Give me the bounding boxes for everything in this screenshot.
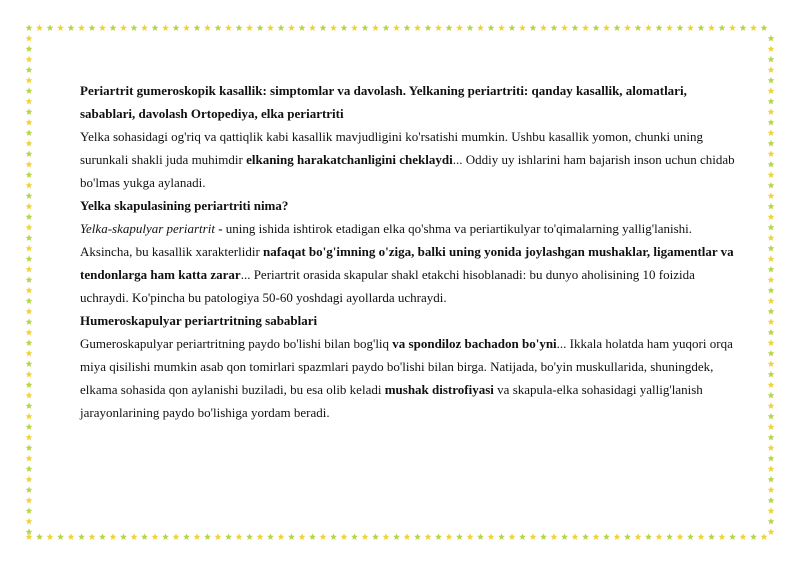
border-star (768, 129, 775, 136)
border-star (509, 533, 516, 540)
border-star (768, 339, 775, 346)
border-star (768, 465, 775, 472)
border-star (26, 371, 33, 378)
border-star (162, 24, 169, 31)
border-star (26, 108, 33, 115)
border-star (687, 24, 694, 31)
border-star (768, 402, 775, 409)
border-star (26, 339, 33, 346)
border-star (89, 533, 96, 540)
border-star (288, 24, 295, 31)
paragraph-2 (80, 217, 740, 309)
border-star (768, 98, 775, 105)
border-star (530, 533, 537, 540)
border-star (768, 444, 775, 451)
border-star (68, 24, 75, 31)
heading-causes: Humeroskapulyar periartritning sabablari (80, 313, 318, 328)
border-star (26, 423, 33, 430)
border-star (740, 24, 747, 31)
border-star (768, 381, 775, 388)
text-run: mushak distrofiyasi (384, 382, 494, 397)
border-star (236, 533, 243, 540)
border-star (341, 24, 348, 31)
border-star (26, 381, 33, 388)
border-star (152, 533, 159, 540)
border-star (330, 533, 337, 540)
border-star (26, 203, 33, 210)
border-star (267, 24, 274, 31)
border-star (246, 24, 253, 31)
border-star (372, 24, 379, 31)
border-star (26, 45, 33, 52)
border-star (278, 533, 285, 540)
border-star (768, 360, 775, 367)
border-star (26, 161, 33, 168)
document-body (80, 79, 740, 424)
border-star (257, 533, 264, 540)
border-star (26, 266, 33, 273)
border-star (26, 465, 33, 472)
border-star (26, 350, 33, 357)
border-star (372, 533, 379, 540)
border-star (26, 287, 33, 294)
border-star (36, 533, 43, 540)
border-star (110, 533, 117, 540)
border-star (456, 24, 463, 31)
text-run: nafaqat bo'g'imning o'ziga, balki uning yonida joylashgan mushaklar, ligamentlar va tendonlarga ham katta zarar (80, 244, 734, 282)
border-star (750, 24, 757, 31)
border-star (768, 87, 775, 94)
border-star (26, 276, 33, 283)
border-star (26, 533, 33, 540)
border-star (768, 234, 775, 241)
border-star (768, 297, 775, 304)
border-star (393, 533, 400, 540)
border-star (540, 24, 547, 31)
border-star (26, 119, 33, 126)
border-star (768, 486, 775, 493)
border-star (488, 24, 495, 31)
border-star (435, 533, 442, 540)
border-star (26, 150, 33, 157)
border-star (635, 533, 642, 540)
border-star (761, 533, 768, 540)
border-star (624, 533, 631, 540)
border-star (435, 24, 442, 31)
border-star (26, 413, 33, 420)
border-star (393, 24, 400, 31)
border-star (477, 24, 484, 31)
border-star (47, 533, 54, 540)
border-star (768, 434, 775, 441)
border-star (26, 224, 33, 231)
border-star (309, 533, 316, 540)
border-star (141, 533, 148, 540)
border-star (768, 45, 775, 52)
border-star (26, 329, 33, 336)
border-star (635, 24, 642, 31)
border-star (719, 24, 726, 31)
border-star (26, 444, 33, 451)
border-star (309, 24, 316, 31)
border-star (768, 203, 775, 210)
border-star (26, 434, 33, 441)
border-star (666, 533, 673, 540)
border-star (446, 24, 453, 31)
border-star (467, 24, 474, 31)
border-star (498, 533, 505, 540)
border-star (414, 24, 421, 31)
border-star (614, 24, 621, 31)
border-star (194, 24, 201, 31)
border-star (383, 533, 390, 540)
border-star (36, 24, 43, 31)
border-star (768, 371, 775, 378)
border-star (768, 329, 775, 336)
border-star (768, 318, 775, 325)
border-star (351, 24, 358, 31)
border-star (26, 77, 33, 84)
border-star (708, 24, 715, 31)
border-star (26, 360, 33, 367)
border-star (677, 533, 684, 540)
border-star (551, 533, 558, 540)
border-star (768, 192, 775, 199)
border-star (57, 24, 64, 31)
border-star (246, 533, 253, 540)
text-run: ... Periartrit orasida skapular shakl etakchi hisoblanadi: bu dunyo aholisining 10 foizida uchraydi. Ko'pincha bu patologiya 50-60 yoshdagi ayollarda uchraydi. (80, 267, 695, 305)
text-run: elkaning harakatchanligini cheklaydi (246, 152, 453, 167)
border-star (729, 533, 736, 540)
border-star (320, 533, 327, 540)
border-star (768, 413, 775, 420)
border-star (768, 507, 775, 514)
border-star (47, 24, 54, 31)
border-star (131, 24, 138, 31)
border-star (330, 24, 337, 31)
border-star (299, 24, 306, 31)
border-star (498, 24, 505, 31)
border-star (26, 98, 33, 105)
border-star (68, 533, 75, 540)
border-star (404, 24, 411, 31)
border-star (768, 276, 775, 283)
border-star (26, 182, 33, 189)
border-star (26, 234, 33, 241)
border-star (78, 24, 85, 31)
border-star (120, 24, 127, 31)
border-star (26, 140, 33, 147)
border-star (131, 533, 138, 540)
border-star (551, 24, 558, 31)
border-star (582, 24, 589, 31)
border-star (215, 24, 222, 31)
border-star (26, 518, 33, 525)
border-star (173, 533, 180, 540)
border-star (299, 533, 306, 540)
border-star (768, 35, 775, 42)
border-star (768, 497, 775, 504)
border-star (477, 533, 484, 540)
border-star (99, 24, 106, 31)
border-star (519, 533, 526, 540)
border-star (456, 533, 463, 540)
border-star (719, 533, 726, 540)
border-star (624, 24, 631, 31)
border-star (204, 24, 211, 31)
border-star (162, 533, 169, 540)
border-star (768, 140, 775, 147)
border-star (768, 66, 775, 73)
border-star (656, 533, 663, 540)
border-star (666, 24, 673, 31)
border-star (729, 24, 736, 31)
border-star (183, 24, 190, 31)
border-star (78, 533, 85, 540)
border-star (768, 476, 775, 483)
border-star (593, 533, 600, 540)
border-star (488, 533, 495, 540)
border-star (768, 182, 775, 189)
border-star (603, 24, 610, 31)
border-star (26, 318, 33, 325)
border-star (26, 308, 33, 315)
text-run: ... Ikkala holatda ham yuqori orqa miya qisilishi mumkin asab qon tomirlari spazmlari paydo bo'lishi bilan birga. Natijada, bo'yin muskullarida, shuningdek, elkama sohasida qon aylanishi buziladi, bu esa olib keladi (80, 336, 733, 397)
border-star (267, 533, 274, 540)
border-star (768, 423, 775, 430)
border-star (530, 24, 537, 31)
border-star (26, 245, 33, 252)
border-star (236, 24, 243, 31)
border-star (320, 24, 327, 31)
border-star (351, 533, 358, 540)
border-star (110, 24, 117, 31)
border-star (509, 24, 516, 31)
border-star (768, 392, 775, 399)
border-star (89, 24, 96, 31)
border-star (614, 533, 621, 540)
border-star (645, 24, 652, 31)
border-star (593, 24, 600, 31)
border-star (341, 533, 348, 540)
border-star (215, 533, 222, 540)
border-star (278, 24, 285, 31)
border-star (26, 56, 33, 63)
border-star (194, 533, 201, 540)
border-star (768, 308, 775, 315)
border-star (768, 213, 775, 220)
border-star (26, 35, 33, 42)
border-star (26, 171, 33, 178)
border-star (750, 533, 757, 540)
text-run: va spondiloz bachadon bo'yni (392, 336, 557, 351)
border-star (768, 255, 775, 262)
border-star (57, 533, 64, 540)
text-run: va skapula-elka sohasidagi yallig'lanish jarayonlarining paydo bo'lishiga yordam beradi. (80, 382, 703, 420)
border-star (404, 533, 411, 540)
border-star (768, 161, 775, 168)
border-star (768, 224, 775, 231)
border-star (26, 192, 33, 199)
border-star (582, 533, 589, 540)
border-star (656, 24, 663, 31)
border-star (26, 213, 33, 220)
border-star (768, 350, 775, 357)
text-run: ... Oddiy uy ishlarini ham bajarish inson uchun chidab bo'lmas yukga aylanadi. (80, 152, 735, 190)
border-star (768, 171, 775, 178)
border-star (26, 402, 33, 409)
border-star (173, 24, 180, 31)
border-star (446, 533, 453, 540)
border-star (26, 455, 33, 462)
border-star (99, 533, 106, 540)
border-star (768, 119, 775, 126)
border-star (414, 533, 421, 540)
border-star (26, 87, 33, 94)
border-star (183, 533, 190, 540)
border-star (26, 24, 33, 31)
border-star (362, 533, 369, 540)
border-star (761, 24, 768, 31)
border-star (572, 24, 579, 31)
border-star (362, 24, 369, 31)
border-star (519, 24, 526, 31)
heading-what-is: Yelka skapulasining periartriti nima? (80, 198, 289, 213)
border-star (768, 266, 775, 273)
border-star (26, 486, 33, 493)
border-star (425, 533, 432, 540)
border-star (467, 533, 474, 540)
border-star (26, 392, 33, 399)
border-star (26, 497, 33, 504)
text-run: Yelka sohasidagi og'riq va qattiqlik kabi kasallik mavjudligini ko'rsatishi mumkin. Ushbu kasallik yomon, chunki uning surunkali shakli juda muhimdir (80, 129, 703, 167)
border-star (26, 66, 33, 73)
text-run: - (214, 221, 226, 236)
border-star (572, 533, 579, 540)
border-star (288, 533, 295, 540)
border-star (677, 24, 684, 31)
border-star (225, 533, 232, 540)
border-star (645, 533, 652, 540)
border-star (26, 297, 33, 304)
paragraph-3 (80, 332, 740, 424)
border-star (120, 533, 127, 540)
border-star (26, 507, 33, 514)
border-star (768, 150, 775, 157)
border-star (152, 24, 159, 31)
border-star (708, 533, 715, 540)
border-star (768, 287, 775, 294)
border-star (768, 518, 775, 525)
border-star (687, 533, 694, 540)
border-star (768, 455, 775, 462)
border-star (141, 24, 148, 31)
border-star (698, 533, 705, 540)
border-star (383, 24, 390, 31)
document-title: Periartrit gumeroskopik kasallik: simptomlar va davolash. Yelkaning periartriti: qanday kasallik, alomatlari, sabablari, davolash Ortopediya, elka periartriti (80, 83, 687, 121)
border-star (26, 476, 33, 483)
border-star (768, 245, 775, 252)
border-star (204, 533, 211, 540)
border-star (768, 108, 775, 115)
border-star (740, 533, 747, 540)
border-star (768, 56, 775, 63)
border-star (26, 129, 33, 136)
text-run: uning ishida ishtirok etadigan elka qo'shma va periartikulyar to'qimalarning yallig'lanishi. Aksincha, bu kasallik xarakterlidir (80, 221, 693, 259)
border-star (257, 24, 264, 31)
border-star (425, 24, 432, 31)
border-star (26, 255, 33, 262)
border-star (603, 533, 610, 540)
border-star (768, 77, 775, 84)
text-run: Yelka-skapulyar periartrit (80, 221, 215, 236)
border-star (225, 24, 232, 31)
border-star (698, 24, 705, 31)
text-run: Gumeroskapulyar periartritning paydo bo'lishi bilan bog'liq (80, 336, 393, 351)
border-star (540, 533, 547, 540)
paragraph-1 (80, 125, 740, 194)
border-star (768, 528, 775, 535)
border-star (561, 533, 568, 540)
border-star (561, 24, 568, 31)
